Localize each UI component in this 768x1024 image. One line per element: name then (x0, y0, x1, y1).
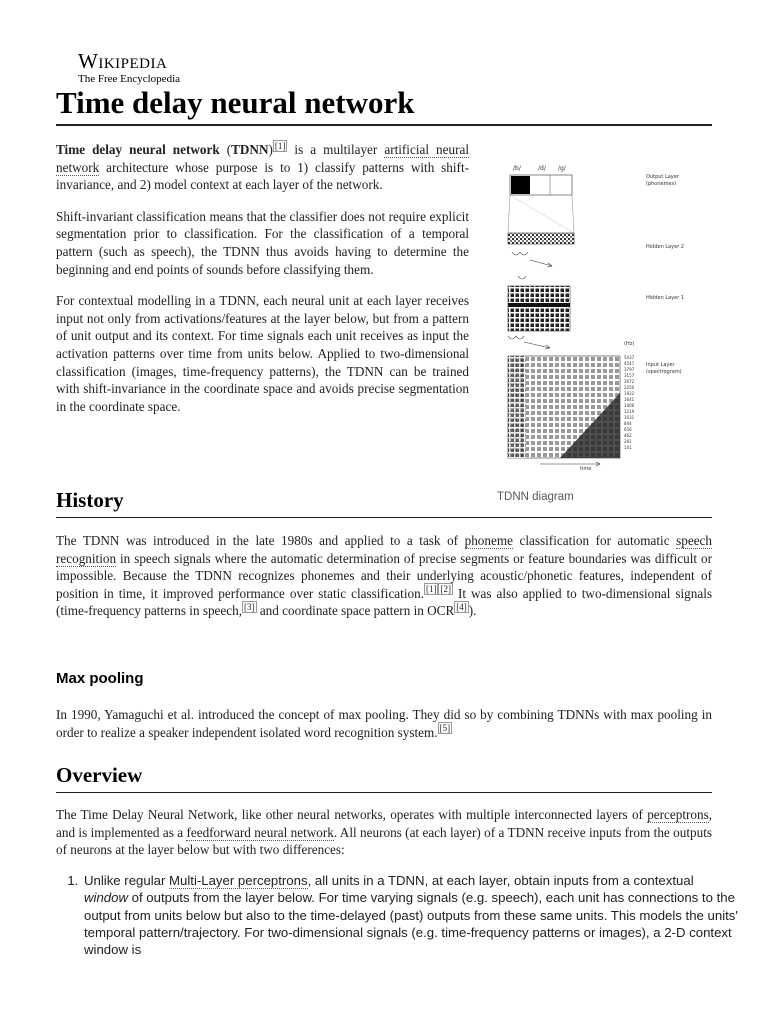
output-layer-label: Output Layer (646, 174, 679, 180)
logo-wordmark: Wikipedia (78, 49, 168, 73)
list-item-text: , all units in a TDNN, at each layer, obtain inputs from a contextual (307, 873, 694, 888)
freq-label: 1031 (624, 415, 635, 420)
intro-paragraph-1 (56, 141, 469, 194)
input-layer-sublabel: (spectrogram) (646, 369, 682, 375)
intro-text: is a multilayer (287, 142, 385, 157)
freq-label: 844 (624, 421, 632, 426)
ref-link[interactable]: [5] (439, 723, 451, 734)
freq-label: 281 (624, 439, 632, 444)
frequency-labels (624, 355, 635, 450)
output-layer-sublabel: (phonemes) (646, 181, 677, 187)
list-item (82, 872, 738, 958)
link-feedforward-neural-network[interactable]: feedforward neural network (186, 824, 334, 840)
hidden-layer-1 (508, 286, 570, 331)
ref-link[interactable]: [4] (456, 601, 467, 612)
link-multi-layer-perceptrons[interactable]: Multi-Layer perceptrons (169, 873, 308, 888)
figure-caption: TDNN diagram (497, 491, 574, 503)
overview-paragraph (56, 806, 712, 859)
time-axis-label: time (580, 466, 592, 472)
link-artificial-neural-network[interactable]: artificial neural network (56, 142, 469, 175)
freq-label: 1922 (624, 391, 635, 396)
link-perceptrons[interactable]: perceptrons (647, 807, 709, 822)
phoneme-label-3: /g/ (558, 165, 566, 172)
page-title: Time delay neural network (56, 84, 712, 126)
tdnn-diagram (500, 158, 685, 472)
ref-link[interactable]: [3] (244, 601, 255, 612)
intro-paragraph-3: For contextual modelling in a TDNN, each neural unit at each layer receives input not only from activations/features at the layer below, but from a pattern of unit output and its context. For time signals each unit receives as input the activation patterns over time from units below. Applied to two-dimensional classification (images, time-frequency patterns), the TDNN can be trained with shift-invariance in the coordinate space and avoids precise segmentation in the coordinate space. (56, 293, 469, 414)
freq-label: 1641 (624, 397, 635, 402)
ref-link[interactable]: [1] (425, 584, 437, 595)
max-pooling-text: In 1990, Yamaguchi et al. introduced the concept of max pooling. They did so by combining TDNNs with max pooling in order to realize a speaker independent isolated word recognition system. (56, 707, 712, 740)
freq-label: 3797 (624, 367, 635, 372)
wikipedia-logo[interactable] (78, 50, 180, 85)
freq-label: 141 (624, 445, 632, 450)
ref-link[interactable]: [1] (274, 140, 286, 151)
history-text: classification for automatic (512, 533, 677, 548)
freq-label: 462 (624, 433, 632, 438)
intro-paragraph-2: Shift-invariant classification means that the classifier does not require explicit segmentation prior to classification. For the classification of a temporal pattern (such as speech), the TDNN thus avoids having to determine the beginning and end points of sounds before classifying them. (56, 208, 469, 277)
freq-label: 1219 (624, 409, 635, 414)
list-item-text: of outputs from the layer below. For time varying signals (e.g. speech), each unit has connections to the output from units below but also to the time-delayed (past) outputs from these same units. This models the units' temporal pattern/trajectory. For two-dimensional signals (e.g. time-frequency patterns or images), a 2-D context window is (84, 890, 738, 958)
intro-text: architecture whose purpose is to 1) classify patterns with shift-invariance, and 2) model context at each layer of the network. (56, 159, 469, 193)
link-phoneme[interactable]: phoneme (464, 533, 513, 548)
freq-label: 2672 (624, 379, 635, 384)
freq-label: 3157 (624, 373, 635, 378)
freq-label: 5437 (624, 355, 635, 360)
list-item-text: Unlike regular (84, 873, 170, 888)
overview-text: , and is implemented as a (56, 807, 712, 840)
freq-label: 1406 (624, 403, 635, 408)
ref-link[interactable]: [2] (440, 584, 451, 595)
history-text: in speech signals where the automatic determination of precise segments or feature boundaries was difficult or impossible. Because the TDNN recognizes phonemes and their underlying acoustic/phonetic features, independent of position in time, it improved performance over static classification. (56, 550, 712, 601)
hidden-layer-2 (508, 233, 574, 244)
history-paragraph (56, 532, 712, 620)
max-pooling-paragraph (56, 706, 712, 741)
section-heading-overview: Overview (56, 761, 712, 793)
logo-tagline: The Free Encyclopedia (78, 73, 181, 85)
emphasis-window: window (84, 890, 128, 906)
output-unit-active (511, 176, 530, 194)
hidden-layer-1-label: Hidden Layer 1 (646, 295, 685, 301)
overview-text: . All neurons (at each layer) of a TDNN receive inputs from the outputs of neurons at the layer below but with two differences: (56, 824, 712, 858)
history-text: The TDNN was introduced in the late 1980s and applied to a task of (56, 533, 465, 548)
history-section (56, 532, 712, 634)
history-text: It was also applied to two-dimensional signals (time-frequency patterns in speech, (56, 585, 713, 619)
intro-text: ( (219, 142, 232, 157)
intro-abbr: TDNN (231, 142, 269, 157)
intro-text: ) (268, 142, 273, 157)
subsection-heading-max-pooling: Max pooling (56, 670, 144, 687)
intro-section (56, 141, 469, 429)
intro-term: Time delay neural network (56, 142, 220, 157)
overview-text: The Time Delay Neural Network, like other neural networks, operates with multiple interconnected layers of (56, 807, 648, 822)
history-text: ). (468, 603, 477, 619)
freq-label: 2250 (624, 385, 635, 390)
phoneme-label-1: /b/ (513, 165, 521, 172)
phoneme-label-2: /d/ (538, 165, 546, 172)
overview-section (56, 806, 712, 873)
max-pooling-section (56, 706, 712, 755)
link-speech-recognition[interactable]: speech recognition (56, 533, 712, 566)
history-text: and coordinate space pattern in OCR (256, 603, 455, 619)
freq-label: 4547 (624, 361, 635, 366)
section-heading-history: History (56, 486, 712, 518)
hidden-layer-2-label: Hidden Layer 2 (646, 244, 685, 250)
differences-list (56, 872, 738, 958)
input-layer-label: Input Layer (646, 362, 675, 368)
hz-label: (Hz) (624, 341, 635, 347)
freq-label: 656 (624, 427, 632, 432)
